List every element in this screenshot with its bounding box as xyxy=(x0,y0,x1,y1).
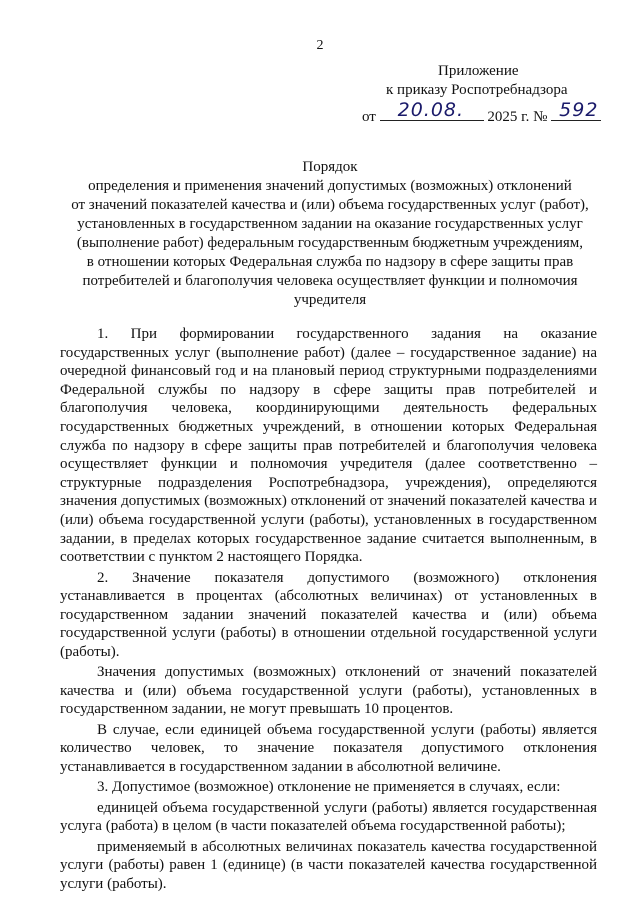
order-number-field xyxy=(551,99,601,121)
date-field xyxy=(380,99,484,121)
heading-line: учредителя xyxy=(293,292,367,308)
appendix-date-row xyxy=(362,99,601,127)
heading-line: от значений показателей качества и (или) объема государственных услуг (работ), xyxy=(71,197,589,213)
year-and-number-label: 2025 г. № xyxy=(487,109,548,125)
paragraph-1: 1. При формировании государственного задания на оказание государственных услуг (выполнение работ) (далее – государственное задание) на очередной финансовый год и на плановый период структурными подразделениями Федеральной службы по надзору в сфере защиты прав потребителей и благополучия человека, координирующими деятельность федеральных государственных бюджетных учреждений, в отношении которых Федеральная служба по надзору в сфере защиты прав потребителей и благополучия человека осуществляет функции и полномочия учредителя (далее соответственно – структурные подразделения Роспотребнадзора, учреждения), определяются значения допустимых (возможных) отклонений от значений показателей качества и (или) объема государственной услуги (работы), установленных в государственном задании, в пределах которых государственное задание считается выполненным, в соответствии с пунктом 2 настоящего Порядка. xyxy=(60,326,597,566)
paragraph-case-a: единицей объема государственной услуги (работы) является государственная услуга (работа) в целом (в части показателей объема государственной работы); xyxy=(60,799,597,835)
heading-line: потребителей и благополучия человека осуществляет функции и полномочия xyxy=(82,273,578,289)
document-heading xyxy=(40,158,620,310)
heading-line: установленных в государственном задании на оказание государственных услуг xyxy=(77,216,583,232)
paragraph-case-b: применяемый в абсолютных величинах показатель качества государственной услуги (работы) равен 1 (единице) (в части показателей качества государственной услуги (работы). xyxy=(60,838,597,892)
heading-line: определения и применения значений допустимых (возможных) отклонений xyxy=(88,178,572,194)
appendix-order-ref: к приказу Роспотребнадзора xyxy=(386,82,568,98)
paragraph-limit: Значения допустимых (возможных) отклонений от значений показателей качества и (или) объема государственной услуги (работы), установленных в государственном задании, не могут превышать 10 процентов. xyxy=(60,664,597,718)
appendix-title: Приложение xyxy=(438,63,519,79)
heading-line: в отношении которых Федеральная служба по надзору в сфере защиты прав xyxy=(86,254,574,270)
date-prefix: от xyxy=(362,109,376,125)
paragraph-3: 3. Допустимое (возможное) отклонение не применяется в случаях, если: xyxy=(97,779,561,796)
heading-line: (выполнение работ) федеральным государственным бюджетным учреждениям, xyxy=(76,235,584,251)
paragraph-persons: В случае, если единицей объема государственной услуги (работы) является количество человек, то значение показателя допустимого отклонения устанавливается в государственном задании в абсолютной величине. xyxy=(60,721,597,776)
paragraph-2: 2. Значение показателя допустимого (возможного) отклонения устанавливается в процентах (абсолютных величинах) от установленных в государственном задании значений показателей качества и (или) объема государственной услуги (работы) в отношении отдельной государственной услуги (работы). xyxy=(60,569,597,660)
page-number: 2 xyxy=(316,38,324,53)
document-body xyxy=(60,325,597,895)
handwritten-date: 20.08. xyxy=(397,99,465,121)
heading-title: Порядок xyxy=(302,159,358,175)
handwritten-order-number: 592 xyxy=(559,99,599,121)
